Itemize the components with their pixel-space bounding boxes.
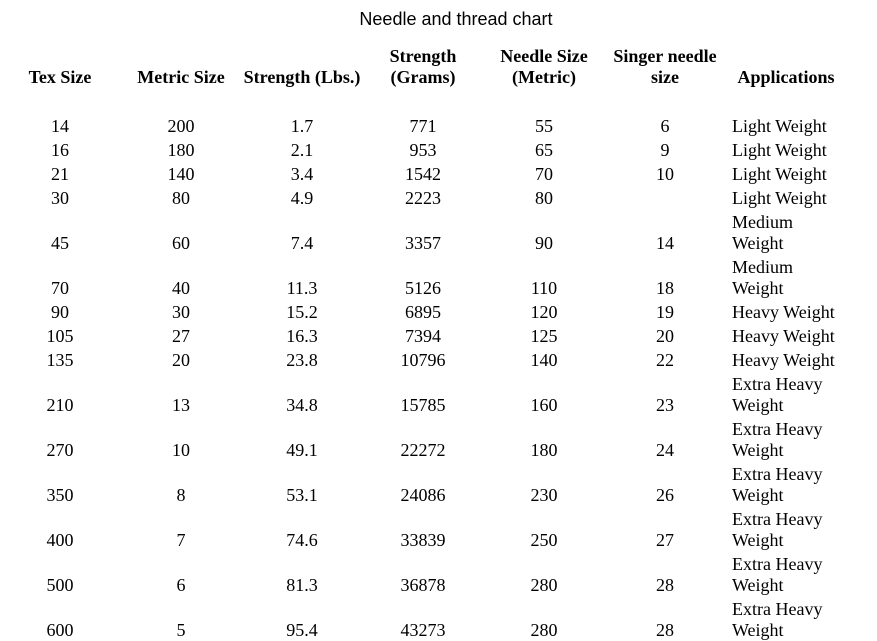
cell-applications: Extra Heavy Weight bbox=[732, 509, 823, 550]
cell-strength-grams: 953 bbox=[409, 140, 437, 160]
cell-applications: Extra Heavy Weight bbox=[732, 464, 823, 505]
table-row bbox=[0, 416, 846, 461]
cell-strength-grams: 1542 bbox=[405, 164, 441, 184]
cell-needle-size-metric: 250 bbox=[530, 530, 558, 550]
table-row bbox=[0, 137, 846, 161]
header-row bbox=[0, 44, 846, 88]
cell-needle-size-metric: 55 bbox=[535, 116, 553, 136]
cell-strength-grams: 5126 bbox=[405, 278, 441, 298]
table-row bbox=[0, 254, 846, 299]
cell-singer-needle-size: 14 bbox=[656, 233, 674, 253]
cell-applications: Light Weight bbox=[732, 164, 827, 184]
table-row bbox=[0, 596, 846, 641]
cell-needle-size-metric: 90 bbox=[535, 233, 553, 253]
cell-singer-needle-size: 20 bbox=[656, 326, 674, 346]
cell-strength-grams: 33839 bbox=[400, 530, 446, 550]
cell-metric-size: 80 bbox=[172, 188, 190, 208]
header-applications: Applications bbox=[737, 67, 835, 87]
cell-needle-size-metric: 140 bbox=[530, 350, 558, 370]
table-row bbox=[0, 461, 846, 506]
cell-applications: Heavy Weight bbox=[732, 326, 835, 346]
cell-strength-lbs: 34.8 bbox=[286, 395, 318, 415]
cell-metric-size: 27 bbox=[172, 326, 190, 346]
cell-strength-lbs: 74.6 bbox=[286, 530, 318, 550]
cell-needle-size-metric: 80 bbox=[535, 188, 553, 208]
needle-thread-table bbox=[0, 44, 846, 641]
table-row bbox=[0, 161, 846, 185]
cell-needle-size-metric: 120 bbox=[530, 302, 558, 322]
cell-needle-size-metric: 110 bbox=[530, 278, 558, 298]
cell-singer-needle-size: 28 bbox=[656, 575, 674, 595]
cell-applications: Extra Heavy Weight bbox=[732, 374, 823, 415]
cell-singer-needle-size: 23 bbox=[656, 395, 674, 415]
cell-needle-size-metric: 160 bbox=[530, 395, 558, 415]
cell-applications: Light Weight bbox=[732, 140, 827, 160]
cell-tex-size: 350 bbox=[46, 485, 74, 505]
spacer-row bbox=[0, 88, 846, 113]
cell-metric-size: 30 bbox=[172, 302, 190, 322]
cell-applications: Heavy Weight bbox=[732, 302, 835, 322]
cell-strength-lbs: 7.4 bbox=[290, 233, 314, 253]
cell-metric-size: 200 bbox=[167, 116, 195, 136]
table-body bbox=[0, 88, 846, 641]
cell-tex-size: 16 bbox=[51, 140, 69, 160]
table-row bbox=[0, 551, 846, 596]
cell-strength-grams: 15785 bbox=[400, 395, 446, 415]
cell-metric-size: 6 bbox=[176, 575, 186, 595]
table-row bbox=[0, 323, 846, 347]
table-row bbox=[0, 113, 846, 137]
cell-strength-lbs: 1.7 bbox=[290, 116, 314, 136]
cell-needle-size-metric: 125 bbox=[530, 326, 558, 346]
cell-needle-size-metric: 280 bbox=[530, 620, 558, 640]
cell-tex-size: 210 bbox=[46, 395, 74, 415]
cell-applications: Extra Heavy Weight bbox=[732, 419, 823, 460]
cell-strength-lbs: 53.1 bbox=[286, 485, 318, 505]
cell-applications: Heavy Weight bbox=[732, 350, 835, 370]
cell-strength-lbs: 23.8 bbox=[286, 350, 318, 370]
cell-applications: Light Weight bbox=[732, 188, 827, 208]
cell-singer-needle-size bbox=[604, 185, 726, 209]
cell-metric-size: 60 bbox=[172, 233, 190, 253]
cell-strength-lbs: 3.4 bbox=[290, 164, 314, 184]
cell-tex-size: 105 bbox=[46, 326, 74, 346]
cell-metric-size: 40 bbox=[172, 278, 190, 298]
cell-singer-needle-size: 28 bbox=[656, 620, 674, 640]
header-needle-size-metric: Needle Size (Metric) bbox=[500, 46, 588, 87]
cell-tex-size: 45 bbox=[51, 233, 69, 253]
cell-applications: Extra Heavy Weight bbox=[732, 599, 823, 640]
cell-strength-grams: 24086 bbox=[400, 485, 446, 505]
header-strength-lbs: Strength (Lbs.) bbox=[243, 67, 361, 87]
cell-singer-needle-size: 24 bbox=[656, 440, 674, 460]
cell-strength-grams: 43273 bbox=[400, 620, 446, 640]
table-row bbox=[0, 371, 846, 416]
cell-metric-size: 7 bbox=[176, 530, 186, 550]
cell-needle-size-metric: 65 bbox=[535, 140, 553, 160]
cell-strength-lbs: 16.3 bbox=[286, 326, 318, 346]
cell-strength-grams: 22272 bbox=[400, 440, 446, 460]
cell-applications: Light Weight bbox=[732, 116, 827, 136]
cell-tex-size: 90 bbox=[51, 302, 69, 322]
cell-tex-size: 135 bbox=[46, 350, 74, 370]
cell-needle-size-metric: 180 bbox=[530, 440, 558, 460]
page-title: Needle and thread chart bbox=[359, 9, 553, 29]
cell-singer-needle-size: 27 bbox=[656, 530, 674, 550]
cell-tex-size: 600 bbox=[46, 620, 74, 640]
cell-strength-grams: 771 bbox=[409, 116, 437, 136]
cell-metric-size: 20 bbox=[172, 350, 190, 370]
cell-applications: Medium Weight bbox=[732, 212, 793, 253]
cell-strength-lbs: 4.9 bbox=[290, 188, 314, 208]
cell-metric-size: 5 bbox=[176, 620, 186, 640]
cell-singer-needle-size: 22 bbox=[656, 350, 674, 370]
cell-strength-grams: 3357 bbox=[405, 233, 441, 253]
cell-singer-needle-size: 18 bbox=[656, 278, 674, 298]
header-metric-size: Metric Size bbox=[137, 67, 225, 87]
cell-strength-grams: 2223 bbox=[405, 188, 441, 208]
cell-metric-size: 140 bbox=[167, 164, 195, 184]
cell-strength-grams: 7394 bbox=[405, 326, 441, 346]
cell-applications: Extra Heavy Weight bbox=[732, 554, 823, 595]
table-row bbox=[0, 185, 846, 209]
header-tex-size: Tex Size bbox=[28, 67, 92, 87]
cell-needle-size-metric: 230 bbox=[530, 485, 558, 505]
cell-metric-size: 13 bbox=[172, 395, 190, 415]
cell-strength-lbs: 49.1 bbox=[286, 440, 318, 460]
cell-strength-lbs: 15.2 bbox=[286, 302, 318, 322]
cell-strength-lbs: 2.1 bbox=[290, 140, 314, 160]
cell-metric-size: 10 bbox=[172, 440, 190, 460]
cell-tex-size: 30 bbox=[51, 188, 69, 208]
cell-strength-grams: 10796 bbox=[400, 350, 446, 370]
cell-strength-grams: 36878 bbox=[400, 575, 446, 595]
cell-metric-size: 8 bbox=[176, 485, 186, 505]
cell-tex-size: 21 bbox=[51, 164, 69, 184]
cell-tex-size: 270 bbox=[46, 440, 74, 460]
cell-tex-size: 500 bbox=[46, 575, 74, 595]
header-strength-grams: Strength (Grams) bbox=[389, 46, 457, 87]
cell-strength-lbs: 81.3 bbox=[286, 575, 318, 595]
cell-needle-size-metric: 70 bbox=[535, 164, 553, 184]
cell-singer-needle-size: 19 bbox=[656, 302, 674, 322]
cell-singer-needle-size: 9 bbox=[660, 140, 670, 160]
cell-strength-lbs: 95.4 bbox=[286, 620, 318, 640]
cell-metric-size: 180 bbox=[167, 140, 195, 160]
header-singer-needle-size: Singer needle size bbox=[613, 46, 717, 87]
cell-tex-size: 14 bbox=[51, 116, 69, 136]
cell-needle-size-metric: 280 bbox=[530, 575, 558, 595]
table-row bbox=[0, 209, 846, 254]
table-row bbox=[0, 506, 846, 551]
cell-strength-grams: 6895 bbox=[405, 302, 441, 322]
cell-singer-needle-size: 26 bbox=[656, 485, 674, 505]
cell-singer-needle-size: 10 bbox=[656, 164, 674, 184]
table-row bbox=[0, 347, 846, 371]
cell-strength-lbs: 11.3 bbox=[286, 278, 318, 298]
cell-applications: Medium Weight bbox=[732, 257, 793, 298]
cell-tex-size: 70 bbox=[51, 278, 69, 298]
cell-tex-size: 400 bbox=[46, 530, 74, 550]
table-row bbox=[0, 299, 846, 323]
cell-singer-needle-size: 6 bbox=[660, 116, 670, 136]
